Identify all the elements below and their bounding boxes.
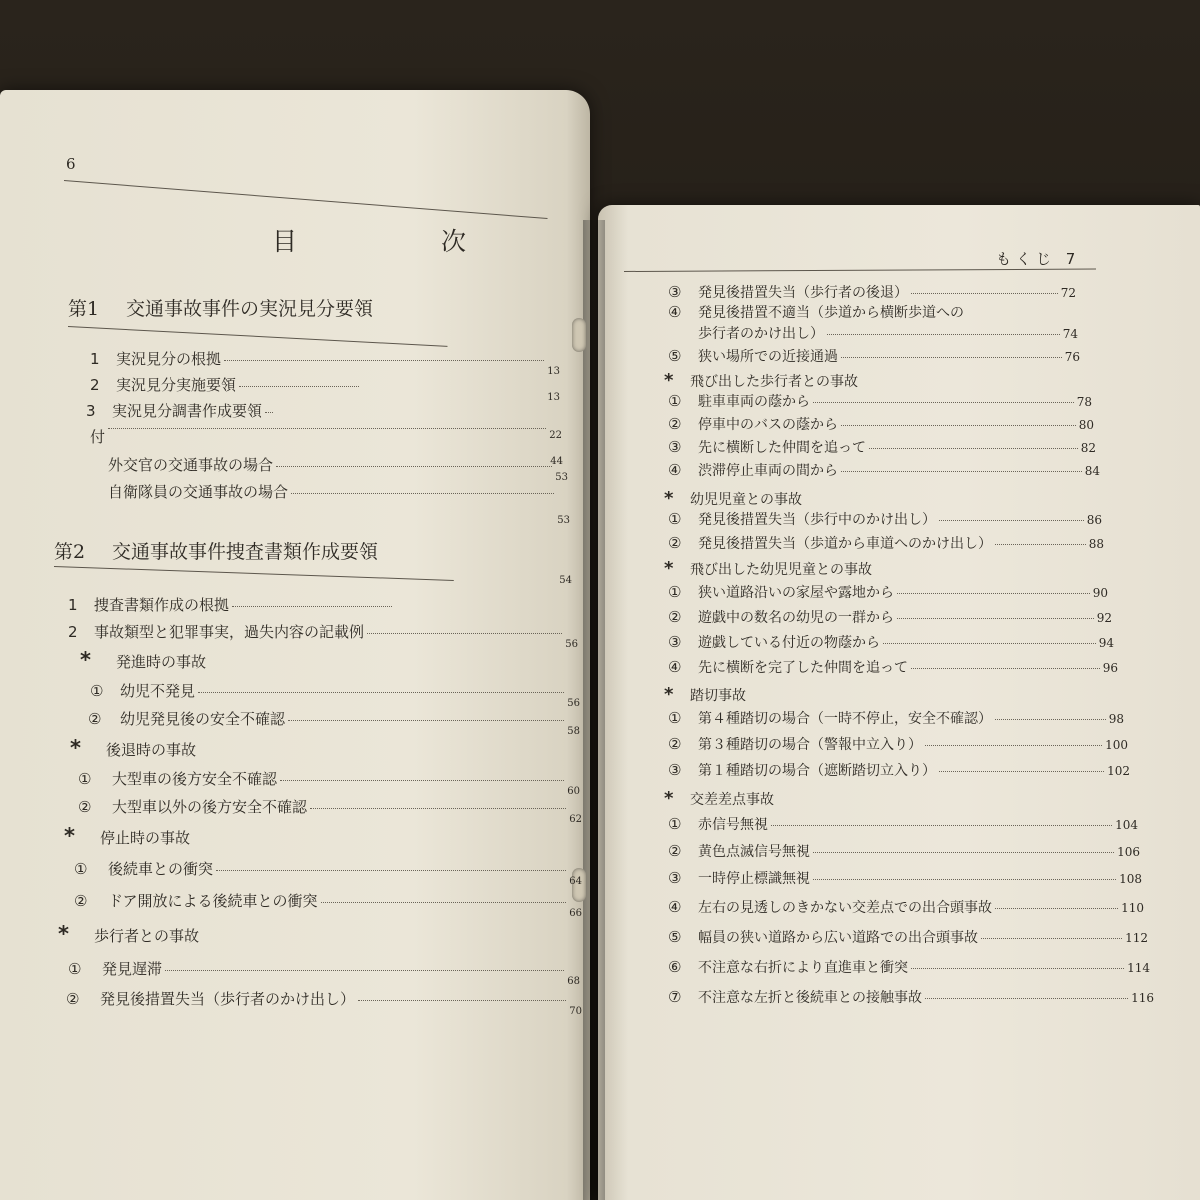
toc-entry: ③ 第１種踏切の場合（遮断踏切立入り） 102	[668, 761, 1130, 779]
toc-entry: ① 狭い道路沿いの家屋や露地から 90	[668, 583, 1108, 601]
toc-entry: ③ 遊戯している付近の物蔭から 94	[668, 633, 1114, 651]
asterisk-icon: *	[64, 824, 75, 848]
chapter-heading: 第2 交通事故事件捜査書類作成要領	[54, 541, 379, 563]
toc-entry: 歩行者のかけ出し） 74	[698, 326, 1078, 342]
asterisk-icon: *	[664, 684, 674, 705]
toc-entry: 自衛隊員の交通事故の場合 53	[108, 483, 570, 526]
toc-entry: ② 幼児発見後の安全不確認 58	[88, 710, 580, 737]
toc-entry: 1 捜査書類作成の根拠	[68, 598, 574, 613]
section-heading: * 後退時の事故	[70, 736, 197, 760]
toc-entry: ③ 先に横断した仲間を追って 82	[668, 438, 1096, 456]
toc-entry: 外交官の交通事故の場合 53	[108, 456, 568, 483]
section-heading: * 幼児児童との事故	[664, 488, 802, 509]
toc-entry: 54	[559, 575, 572, 586]
toc-entry: ① 発見後措置失当（歩行中のかけ出し） 86	[668, 510, 1102, 528]
page-title: 目 次	[272, 227, 534, 256]
toc-entry: ⑤ 狭い場所での近接通過 76	[668, 347, 1080, 365]
section-heading: * 飛び出した歩行者との事故	[664, 370, 858, 391]
toc-entry: ① 後続車との衝突 64	[74, 860, 582, 887]
toc-entry: 44	[550, 456, 563, 467]
toc-entry: ④ 先に横断を完了した仲間を追って 96	[668, 658, 1118, 676]
toc-entry: ④ 発見後措置不適当（歩道から横断歩道への	[668, 303, 964, 321]
toc-entry: 2 実況見分実施要領 13	[90, 376, 560, 403]
toc-entry: ② 大型車以外の後方安全不確認 62	[78, 798, 582, 825]
toc-entry: ① 大型車の後方安全不確認 60	[78, 770, 580, 797]
toc-entry: 3 実況見分調書作成要領	[86, 404, 276, 419]
asterisk-icon: *	[664, 788, 674, 809]
toc-entry: ① 赤信号無視 104	[668, 815, 1138, 833]
book-gutter	[583, 220, 605, 1200]
section-heading: * 歩行者との事故	[58, 922, 200, 946]
toc-entry: ⑦ 不注意な左折と後続車との接触事故 116	[668, 988, 1154, 1006]
section-heading: * 踏切事故	[664, 684, 746, 705]
section-heading: * 交差差点事故	[664, 788, 774, 809]
toc-entry: 1 実況見分の根拠 13	[90, 350, 560, 377]
section-heading: * 停止時の事故	[64, 824, 191, 848]
asterisk-icon: *	[70, 736, 81, 760]
page-number: 6	[66, 155, 76, 173]
toc-entry: ⑤ 幅員の狭い道路から広い道路での出合頭事故 112	[668, 928, 1148, 946]
toc-entry: ② 発見後措置失当（歩行者のかけ出し） 70	[66, 990, 582, 1017]
toc-entry: ① 幼児不発見 56	[90, 682, 580, 709]
toc-entry: ④ 渋滞停止車両の間から 84	[668, 461, 1100, 479]
toc-entry: 2 事故類型と犯罪事実，過失内容の記載例 56	[68, 623, 578, 650]
toc-entry: ③ 一時停止標識無視 108	[668, 869, 1142, 887]
toc-entry: ④ 左右の見透しのきかない交差点での出合頭事故 110	[668, 898, 1144, 916]
section-heading: * 発進時の事故	[80, 648, 207, 672]
toc-entry: ② 停車中のバスの蔭から 80	[668, 415, 1094, 433]
chapter-heading: 第1 交通事故事件の実況見分要領	[68, 298, 374, 320]
toc-entry: ① 駐車車両の蔭から 78	[668, 392, 1092, 410]
toc-entry: ② 黄色点滅信号無視 106	[668, 842, 1140, 860]
toc-entry: ① 第４種踏切の場合（一時不停止，安全不確認） 98	[668, 709, 1124, 727]
supplement-label: 付	[90, 428, 106, 446]
toc-entry: ② ドア開放による後続車との衝突 66	[74, 892, 582, 919]
toc-entry: ② 発見後措置失当（歩道から車道へのかけ出し） 88	[668, 534, 1104, 552]
binding-hole	[572, 318, 586, 352]
running-head: もくじ 7	[996, 250, 1081, 268]
asterisk-icon: *	[664, 558, 674, 579]
asterisk-icon: *	[58, 922, 69, 946]
toc-entry: ② 遊戯中の数名の幼児の一群から 92	[668, 608, 1112, 626]
toc-entry: ① 発見遅滞 68	[68, 960, 580, 987]
toc-entry: 付 22	[90, 428, 562, 446]
toc-entry: ② 第３種踏切の場合（警報中立入り） 100	[668, 735, 1128, 753]
section-heading: * 飛び出した幼児児童との事故	[664, 558, 872, 579]
asterisk-icon: *	[664, 488, 674, 509]
asterisk-icon: *	[80, 648, 91, 672]
asterisk-icon: *	[664, 370, 674, 391]
toc-entry: ⑥ 不注意な右折により直進車と衝突 114	[668, 958, 1150, 976]
toc-entry: ③ 発見後措置失当（歩行者の後退） 72	[668, 283, 1076, 301]
